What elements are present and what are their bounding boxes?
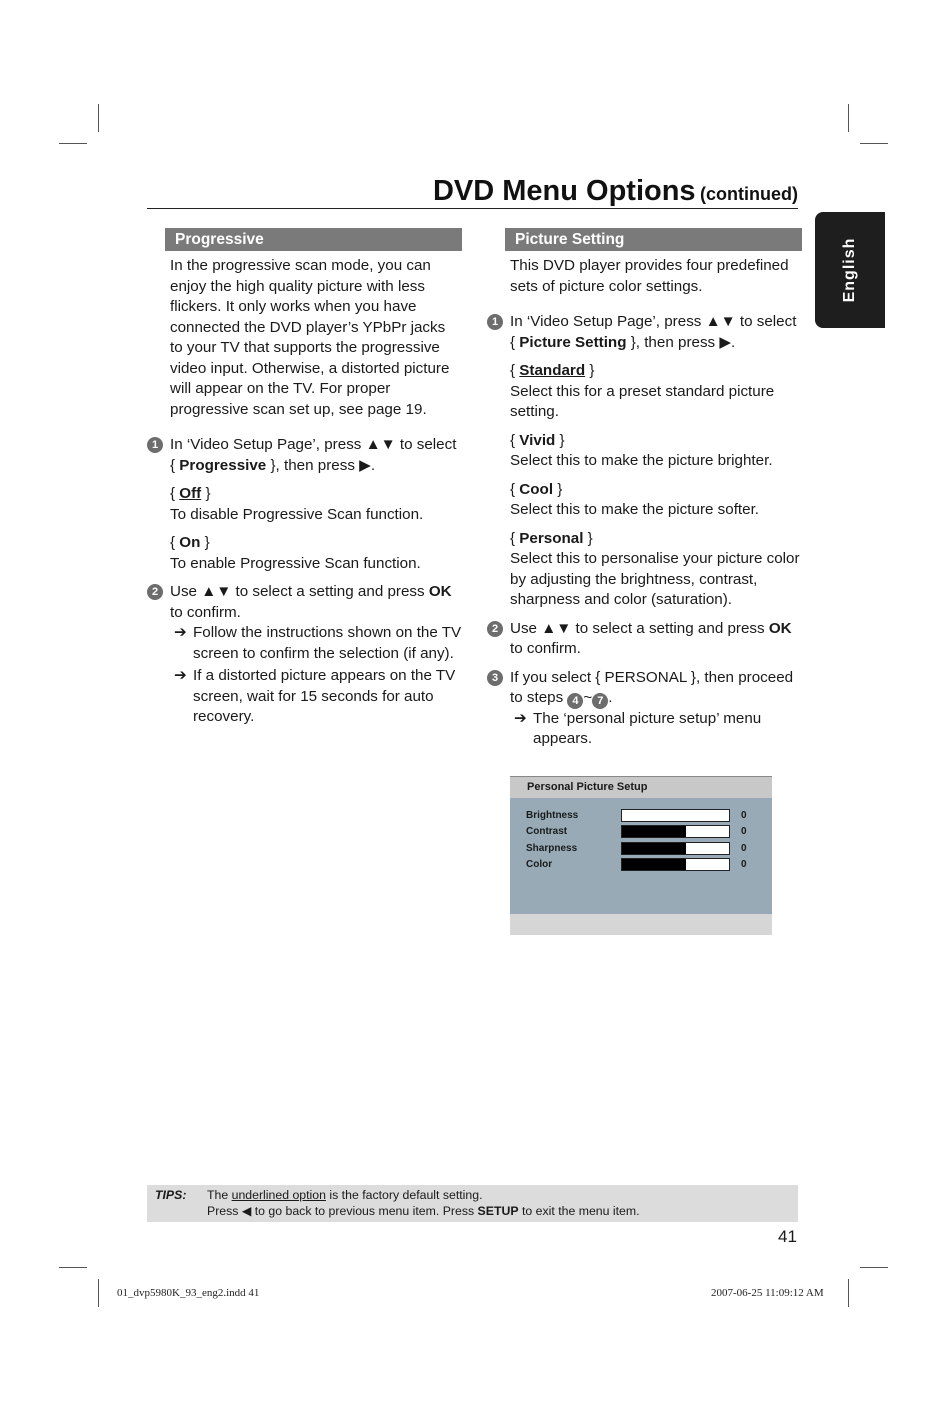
crop-mark (848, 1279, 849, 1307)
option-desc: Select this to personalise your picture color by adjusting the brightness, contrast, sharpness and color (saturation). (510, 550, 800, 608)
step-number: 2 (147, 584, 163, 600)
setting-value: 0 (741, 859, 747, 870)
result-note (147, 623, 462, 664)
option-desc: Select this to make the picture softer. (510, 501, 760, 518)
step-number: 2 (487, 621, 503, 637)
tips-text: is the factory default setting. (325, 1188, 483, 1202)
option-vivid: { Vivid } (510, 431, 565, 449)
crop-mark (860, 1267, 888, 1268)
level-bar[interactable] (621, 825, 730, 838)
personal-picture-setup-screen (510, 776, 772, 935)
step-2 (487, 619, 802, 660)
page-number: 41 (778, 1227, 797, 1246)
step-bold: OK (768, 619, 792, 637)
option-desc: Select this to make the picture brighter. (510, 452, 773, 469)
step-text: to confirm. (170, 603, 241, 621)
option-on: { On } (170, 534, 210, 551)
screen-body (510, 798, 772, 914)
option-off: { Off } (170, 485, 211, 502)
tips-text: The (207, 1188, 232, 1202)
crop-mark (59, 1267, 87, 1268)
step-bold: OK (428, 583, 452, 600)
option-desc: To enable Progressive Scan function. (170, 554, 421, 572)
setting-value: 0 (741, 810, 747, 821)
step-ref: 4 (567, 693, 583, 709)
step-number: 1 (147, 437, 163, 453)
step-text: In ‘Video Setup Page’, press ▲▼ to select { (510, 313, 797, 351)
language-tab (815, 212, 885, 328)
level-bar[interactable] (621, 842, 730, 855)
result-text: Follow the instructions shown on the TV screen to confirm the selection (if any). (193, 624, 462, 662)
tips-label: TIPS: (155, 1188, 187, 1202)
setting-value: 0 (741, 843, 747, 854)
screen-footer (510, 914, 772, 935)
level-fill (622, 810, 686, 821)
step-text: In ‘Video Setup Page’, press ▲▼ to select { (170, 436, 457, 474)
step-bold: Picture Setting (519, 333, 627, 351)
title-main: DVD Menu Options (432, 175, 696, 207)
intro-paragraph: In the progressive scan mode, you can enjoy the high quality picture with less flickers. It only works when you have connected the DVD player’s YPbPr jacks to your TV that supports the progressive video input. Otherwise, a distorted picture will appear on the TV. For proper progressive scan set up, see page 19. (170, 257, 450, 418)
result-note (487, 709, 802, 750)
step-number: 1 (487, 314, 503, 330)
setting-label: Brightness (526, 810, 579, 821)
result-text: If a distorted picture appears on the TV screen, wait for 15 seconds for auto recovery. (193, 667, 456, 725)
option-standard: { Standard } (510, 362, 595, 379)
language-tab-label: English (841, 237, 858, 303)
setting-row[interactable] (526, 842, 747, 855)
step-2 (147, 582, 462, 623)
option-name: Standard (519, 362, 586, 379)
level-fill (622, 843, 686, 854)
step-1 (147, 435, 462, 476)
progressive-section (147, 228, 462, 728)
section-heading: Picture Setting (505, 228, 802, 251)
crop-mark (860, 143, 888, 144)
step-text: If you select { PERSONAL }, then proceed to steps (510, 668, 794, 706)
option-name: Cool (519, 480, 554, 498)
option-name: Personal (519, 529, 584, 547)
step-text: }, then press ▶. (626, 333, 736, 351)
result-note (147, 666, 462, 728)
step-number: 3 (487, 670, 503, 686)
setting-row[interactable] (526, 858, 747, 871)
step-text: . (608, 689, 613, 706)
tips-bold: SETUP (477, 1204, 519, 1218)
step-text: }, then press ▶. (266, 456, 376, 474)
option-desc: To disable Progressive Scan function. (170, 505, 424, 523)
level-fill (622, 826, 686, 837)
level-fill (622, 859, 686, 870)
page-header (147, 172, 798, 209)
arrow-icon: ➔ (514, 709, 527, 727)
option-name: Vivid (519, 431, 556, 449)
section-heading: Progressive (165, 228, 462, 251)
crop-mark (98, 1279, 99, 1307)
level-bar[interactable] (621, 858, 730, 871)
step-1 (487, 312, 802, 353)
level-bar[interactable] (621, 809, 730, 822)
option-name: Off (179, 485, 202, 502)
step-3 (487, 668, 802, 709)
intro-paragraph: This DVD player provides four predefined sets of picture color settings. (510, 257, 789, 295)
step-text: Use ▲▼ to select a setting and press (510, 619, 769, 637)
title-continued: (continued) (700, 184, 798, 204)
setting-label: Contrast (526, 826, 568, 837)
tips-box (147, 1185, 798, 1222)
option-personal: { Personal } (510, 529, 593, 547)
option-name: On (179, 534, 201, 551)
tips-line-1 (207, 1188, 483, 1202)
setting-row[interactable] (526, 825, 747, 838)
tips-underline: underlined option (231, 1188, 326, 1202)
picture-setting-section (487, 228, 802, 750)
result-text: The ‘personal picture setup’ menu appears. (533, 709, 762, 747)
setting-label: Color (526, 859, 553, 870)
page-title (433, 175, 798, 208)
tips-text: to exit the menu item. (518, 1204, 640, 1218)
option-desc: Select this for a preset standard picture setting. (510, 382, 775, 420)
crop-mark (98, 104, 99, 132)
step-bold: Progressive (179, 456, 267, 474)
footer-timestamp: 2007-06-25 11:09:12 AM (711, 1287, 824, 1299)
arrow-icon: ➔ (174, 624, 187, 641)
tips-line-2 (207, 1204, 640, 1218)
setting-row[interactable] (526, 809, 747, 822)
footer-file: 01_dvp5980K_93_eng2.indd 41 (117, 1287, 260, 1299)
setting-value: 0 (741, 826, 747, 837)
step-text: ~ (583, 689, 593, 706)
setting-label: Sharpness (526, 843, 578, 854)
step-text: to confirm. (510, 640, 581, 657)
step-text: Use ▲▼ to select a setting and press (170, 583, 429, 600)
arrow-icon: ➔ (174, 667, 187, 684)
crop-mark (848, 104, 849, 132)
option-cool: { Cool } (510, 480, 563, 498)
tips-text: Press ◀ to go back to previous menu item. Press (207, 1204, 478, 1218)
screen-title: Personal Picture Setup (510, 776, 772, 798)
crop-mark (59, 143, 87, 144)
step-ref: 7 (592, 693, 608, 709)
